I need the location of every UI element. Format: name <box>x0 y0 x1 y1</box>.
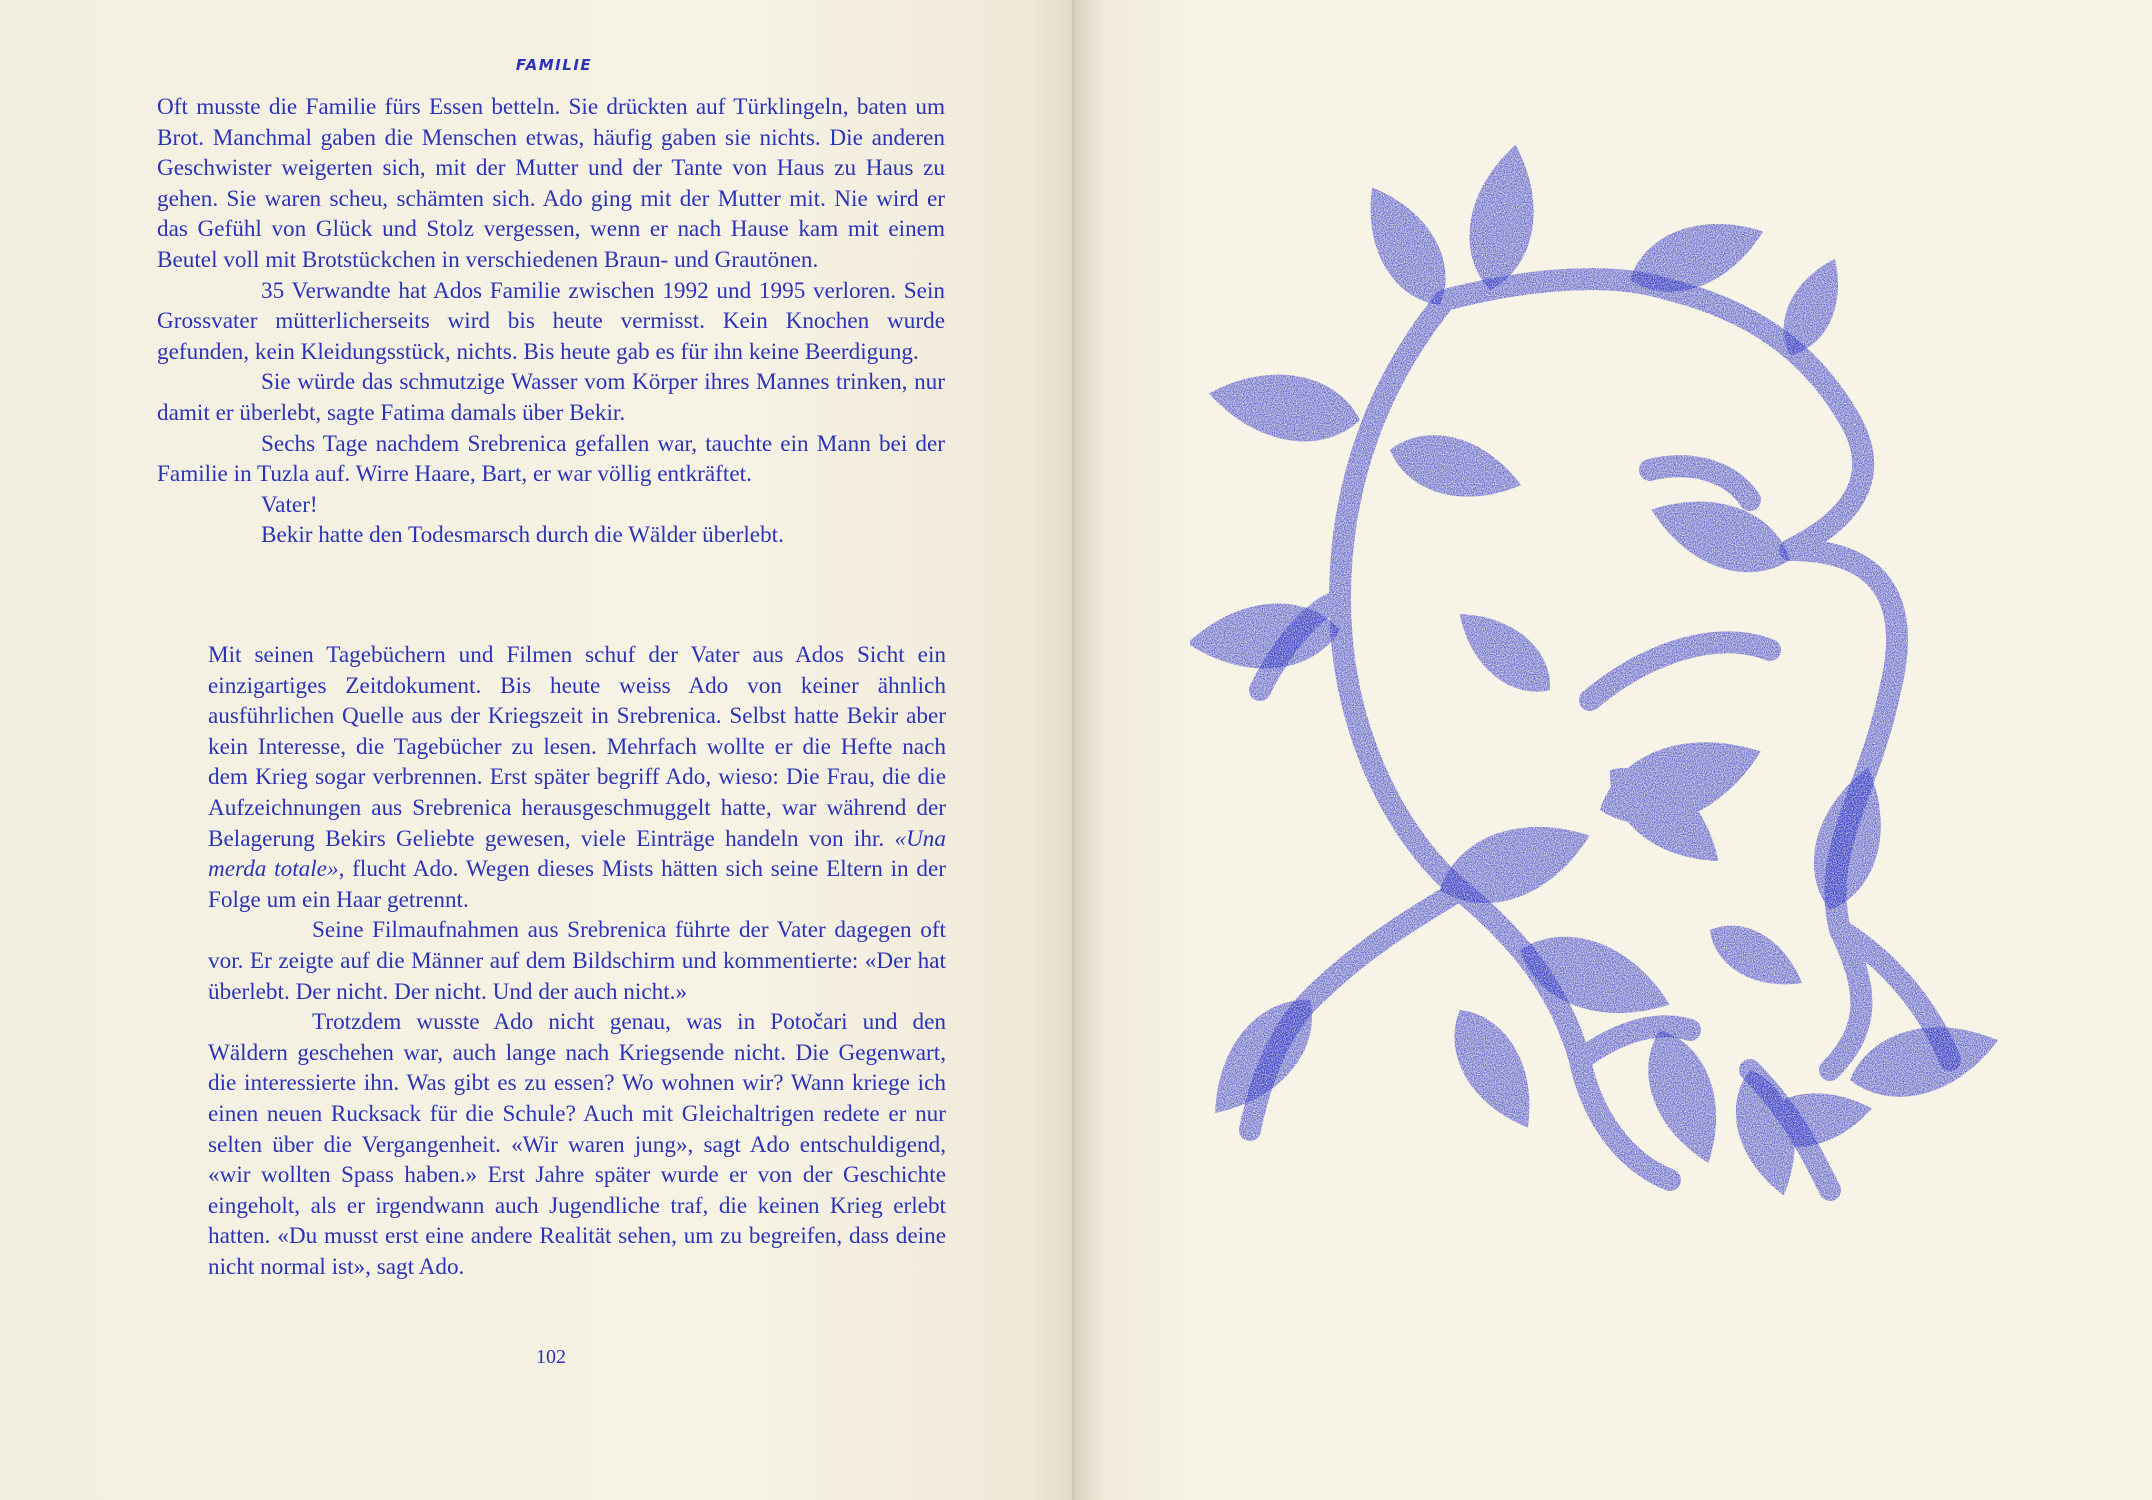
page-number: 102 <box>536 1346 566 1368</box>
paragraph: Vater! <box>261 491 318 518</box>
italic-quote: «Una merda totale» <box>208 825 946 883</box>
paragraph-text: , flucht Ado. Wegen dieses Mists hätten sich seine Eltern in der Folge um ein Haar getrennt. <box>208 856 946 913</box>
paragraph: Trotzdem wusste Ado nicht genau, was in Potočari und den Wäldern geschehen war, auch lange nach Kriegsende nicht. Die Gegenwart, die interessierte ihn. Was gibt es zu essen? Wo wohnen wir? Wann kriege ich einen neuen Rucksack für die Schule? Auch mit Gleichaltrigen redete er nur selten über die Vergangenheit. «Wir waren jung», sagt Ado entschuldigend, «wir wollten Spass haben.» Erst Jahre später wurde er von der Geschichte eingeholt, als er irgendwann auch Jugendliche traf, die keinen Krieg erlebt hatten. «Du musst erst eine andere Realität sehen, um zu begreifen, dass deine nicht normal ist», sagt Ado. <box>208 1009 946 1280</box>
running-head: FAMILIE <box>515 56 593 74</box>
text-block-2 <box>208 640 946 1282</box>
paragraph: Sechs Tage nachdem Srebrenica gefallen war, tauchte ein Mann bei der Familie in Tuzla auf. Wirre Haare, Bart, er war völlig entkräftet. <box>157 430 945 488</box>
paragraph: Oft musste die Familie fürs Essen betteln. Sie drückten auf Türklingeln, baten um Brot. Manchmal gaben die Menschen etwas, häufig gaben sie nichts. Die anderen Geschwister weigerten sich, mit der Mutter und der Tante von Haus zu Haus zu gehen. Sie waren scheu, schämten sich. Ado ging mit der Mutter mit. Nie wird er das Gefühl von Glück und Stolz vergessen, wenn er nach Hause kam mit einem Beutel voll mit Brotstückchen in verschiedenen Braun- und Grautönen. <box>157 94 945 273</box>
paragraph: 35 Verwandte hat Ados Familie zwischen 1992 und 1995 verloren. Sein Grossvater mütterlicherseits wird bis heute vermisst. Kein Knochen wurde gefunden, kein Kleidungsstück, nichts. Bis heute gab es für ihn keine Beerdigung. <box>157 277 945 365</box>
paragraph: Sie würde das schmutzige Wasser vom Körper ihres Mannes trinken, nur damit er überlebt, sagte Fatima damals über Bekir. <box>157 369 945 426</box>
paragraph <box>208 640 946 915</box>
left-page <box>0 0 1074 1500</box>
paragraph-text: Mit seinen Tagebüchern und Filmen schuf der Vater aus Ados Sicht ein einzigartiges Zeitdokument. Bis heute weiss Ado von keiner ähnlich ausführlichen Quelle aus der Kriegszeit in Srebrenica. Selbst hatte Bekir aber kein Interesse, die Tagebücher zu lesen. Mehrfach wollte er die Hefte nach dem Krieg sogar verbrennen. Erst später begriff Ado, wieso: Die Frau, die die Aufzeichnungen aus Srebrenica herausgeschmuggelt hatte, war während der Belagerung Bekirs Geliebte gewesen, viele Einträge handeln von ihr. <box>208 642 946 852</box>
paragraph: Bekir hatte den Todesmarsch durch die Wälder überlebt. <box>261 522 784 549</box>
paragraph: Seine Filmaufnahmen aus Srebrenica führte der Vater dagegen oft vor. Er zeigte auf die Männer auf dem Bildschirm und kommentierte: «Der hat überlebt. Der nicht. Der nicht. Und der auch nicht.» <box>208 917 946 1005</box>
text-block-1 <box>157 92 945 551</box>
leaf-vine-illustration <box>1190 130 2070 1310</box>
